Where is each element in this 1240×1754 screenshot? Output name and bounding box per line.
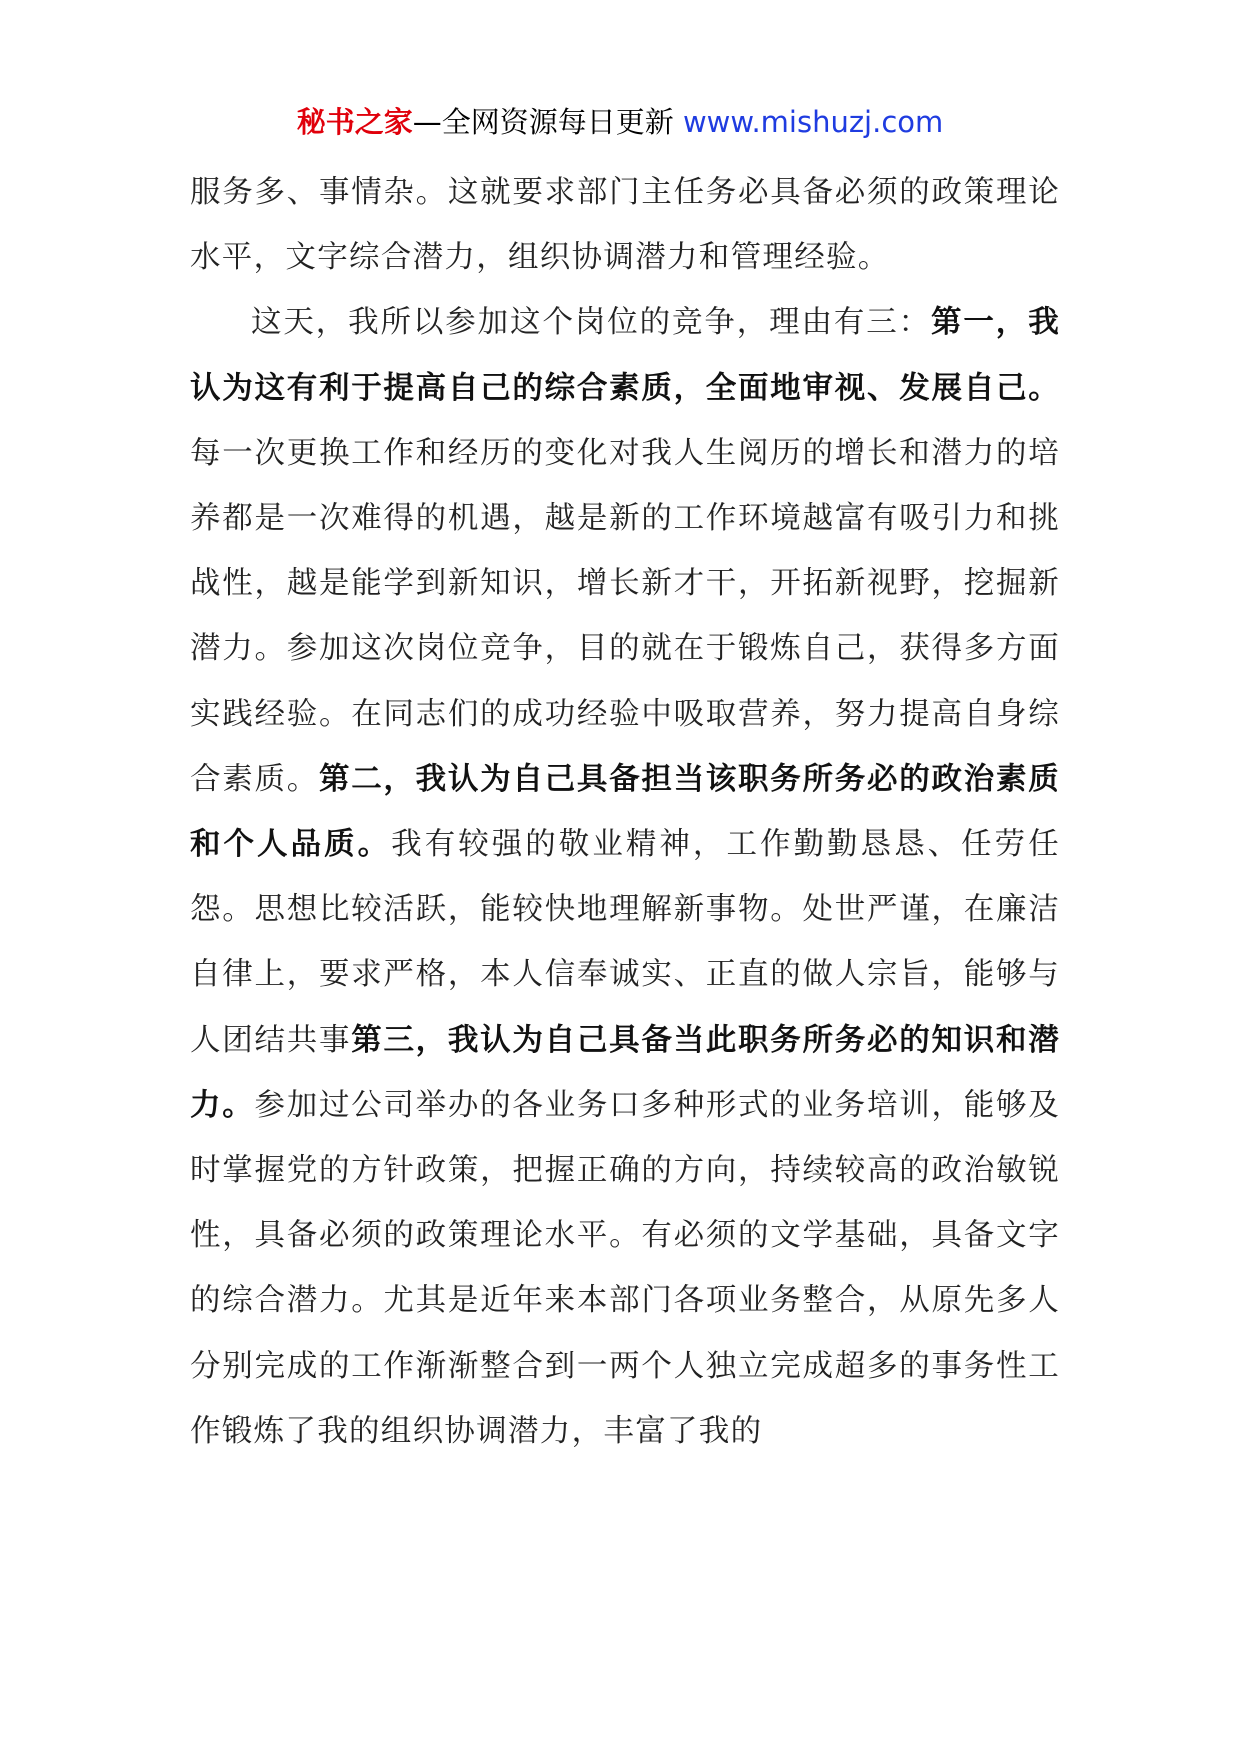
paragraph-text: 这天，我所以参加这个岗位的竞争，理由有三： xyxy=(251,305,932,341)
document-body xyxy=(190,160,1060,1464)
site-header xyxy=(0,102,1240,142)
point-two-heading: 第二，我认为自己具备担当该职务所务必的政治素质和个人品质。 xyxy=(190,760,1060,863)
site-url-link[interactable]: www.mishuzj.com xyxy=(682,105,944,139)
paragraph-text: 服务多、事情杂。这就要求部门主任务必具备必须的政策理论水平，文字综合潜力，组织协调潜力和管理经验。 xyxy=(190,175,1060,276)
paragraph-1 xyxy=(190,160,1060,290)
site-tagline: —全网资源每日更新 xyxy=(412,105,674,139)
point-three-heading: 第三，我认为自己具备当此职务所务必的知识和潜力。 xyxy=(190,1021,1061,1123)
paragraph-text: 每一次更换工作和经历的变化对我人生阅历的增长和潜力的培养都是一次难得的机遇，越是新的工作环境越富有吸引力和挑战性，越是能学到新知识，增长新才干，开拓新视野，挖掘新潜力。参加这次岗位竞争，目的就在于锻炼自己，获得多方面实践经验。在同志们的成功经验中吸取营养，努力提高自身综合素质。 xyxy=(190,435,1060,797)
paragraph-2 xyxy=(190,290,1060,1464)
paragraph-text: 我有较强的敬业精神，工作勤勤恳恳、任劳任怨。思想比较活跃，能较快地理解新事物。处世严谨，在廉洁自律上，要求严格，本人信奉诚实、正直的做人宗旨，能够与人团结共事 xyxy=(190,827,1060,1058)
point-one-heading: 第一，我认为这有利于提高自己的综合素质，全面地审视、发展自己。 xyxy=(190,304,1060,406)
paragraph-text: 参加过公司举办的各业务口多种形式的业务培训，能够及时掌握党的方针政策，把握正确的方向，持续较高的政治敏锐性，具备必须的政策理论水平。有必须的文学基础，具备文字的综合潜力。尤其是近年来本部门各项业务整合，从原先多人分别完成的工作渐渐整合到一两个人独立完成超多的事务性工作锻炼了我的组织协调潜力，丰富了我的 xyxy=(190,1087,1060,1449)
site-brand: 秘书之家 xyxy=(296,105,413,139)
